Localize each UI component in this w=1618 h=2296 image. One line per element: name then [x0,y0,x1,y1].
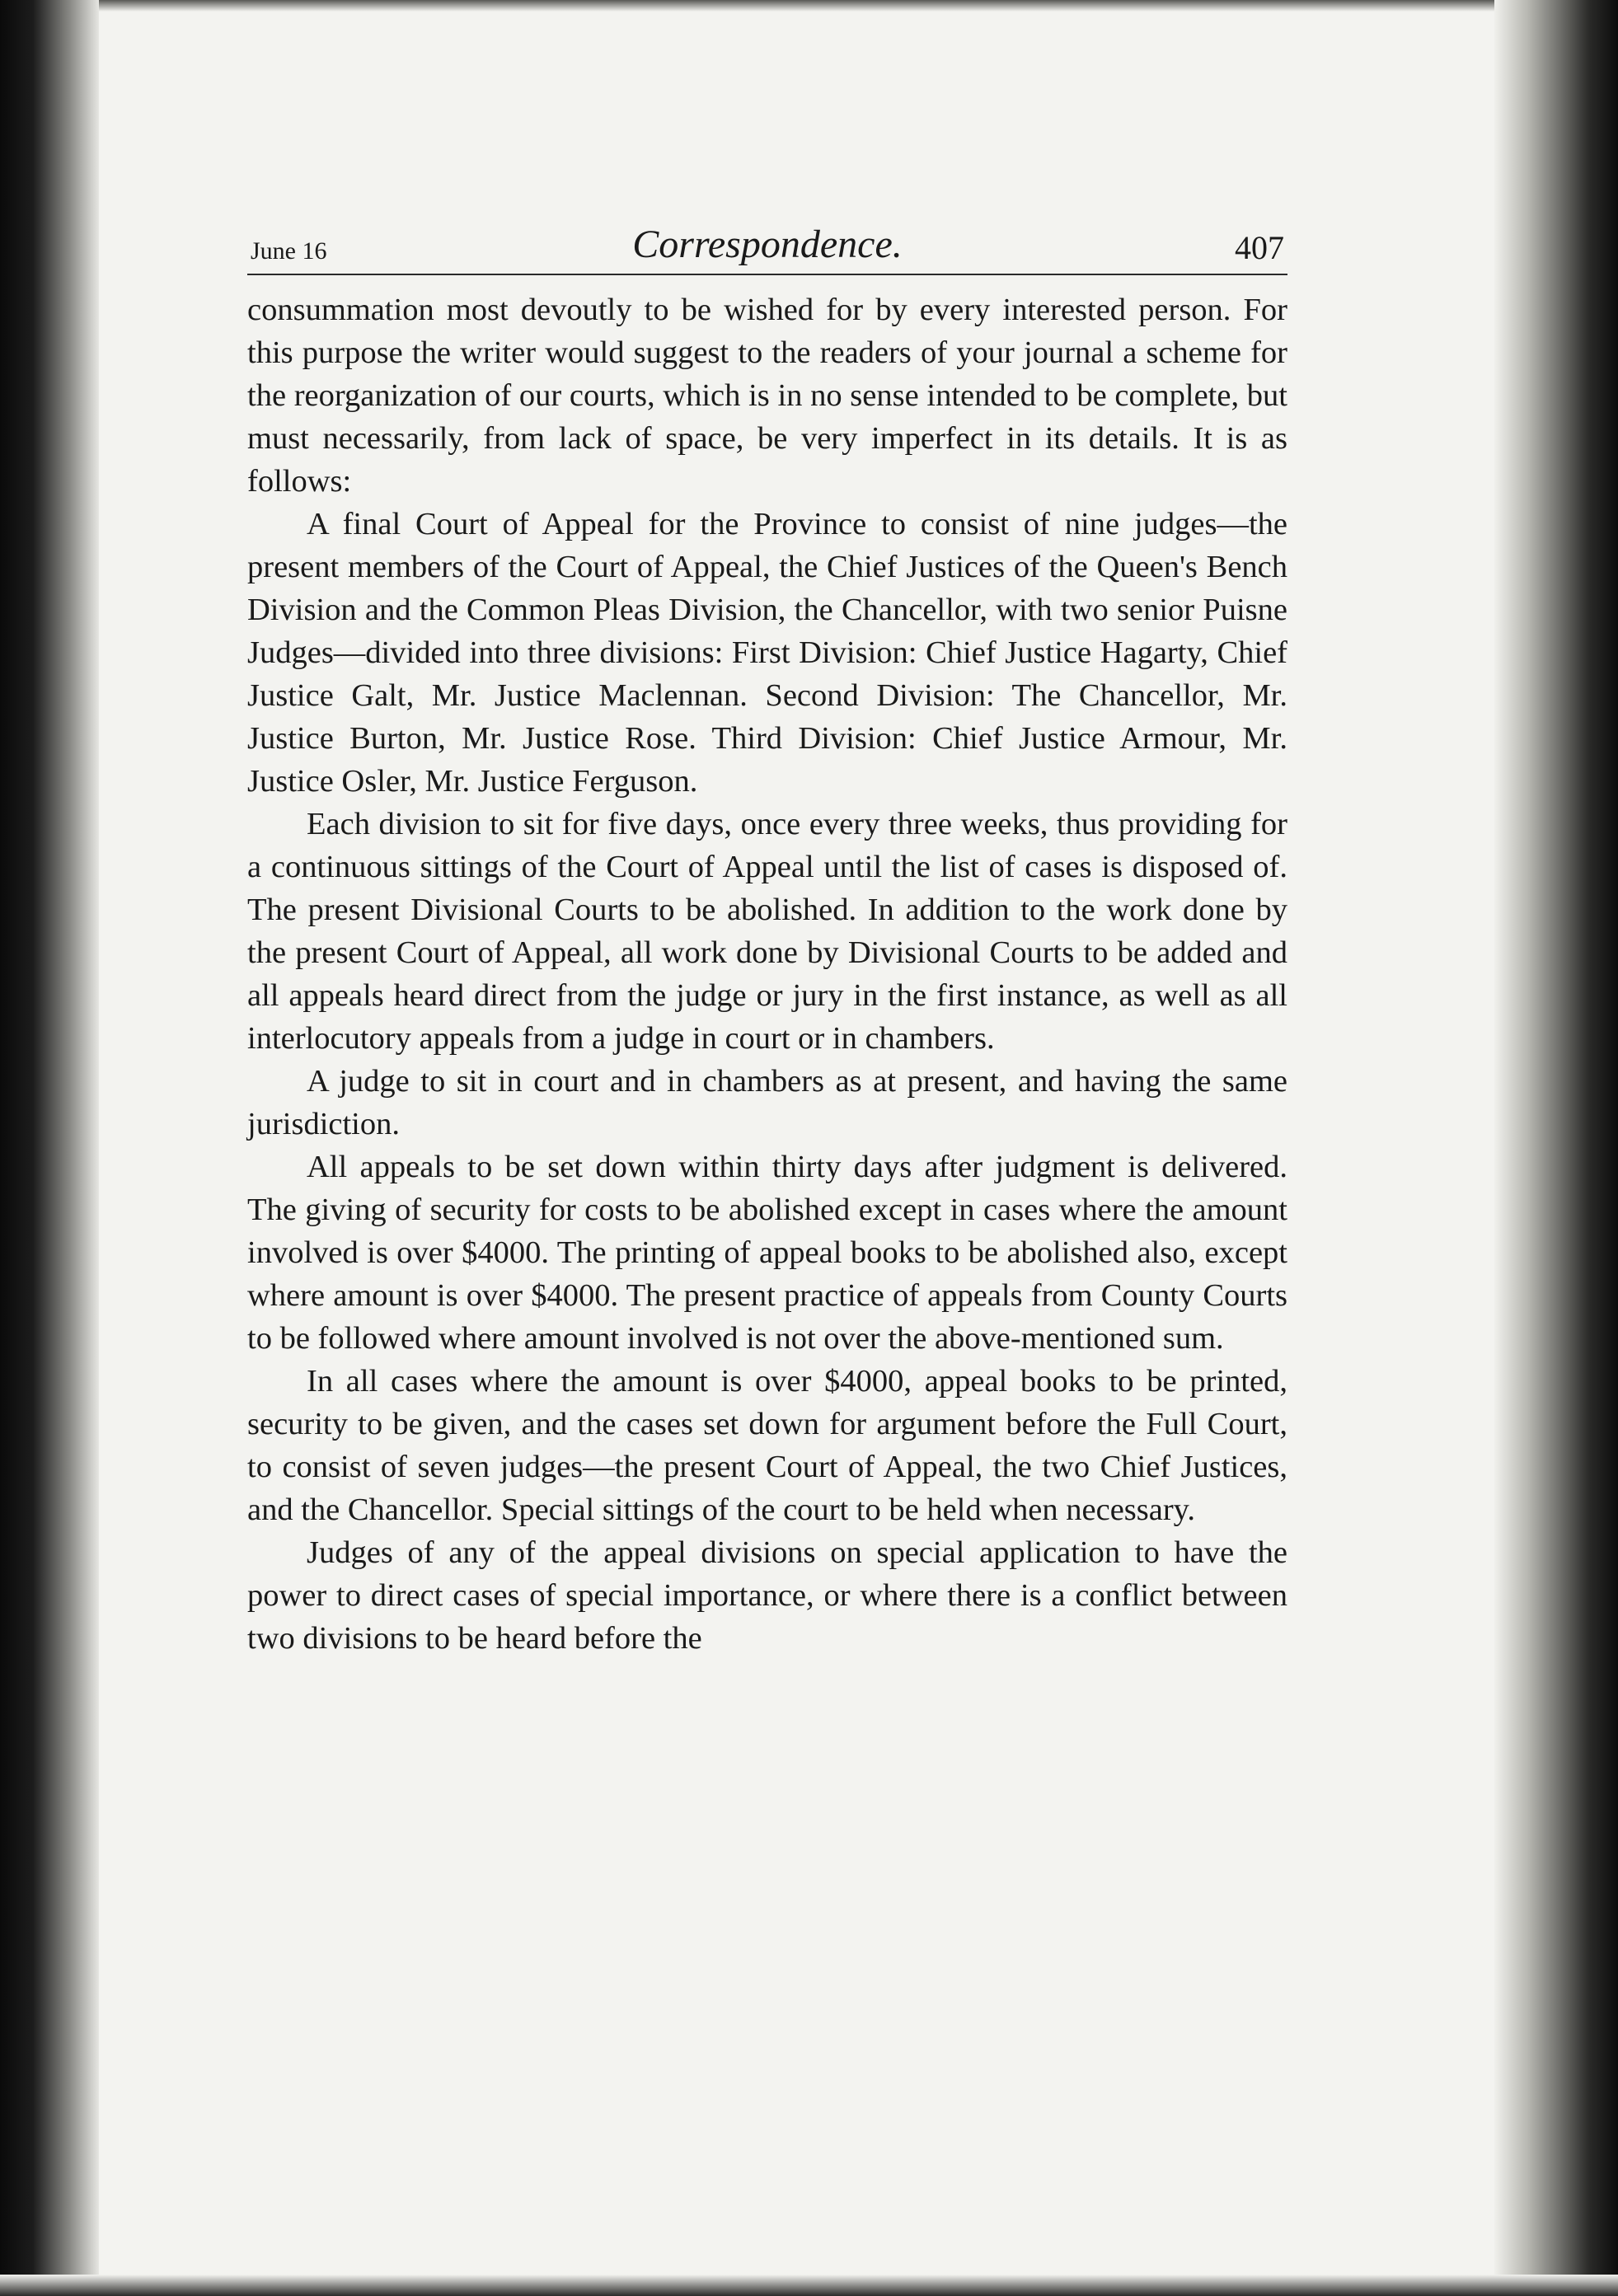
scan-edge-bottom [0,2275,1618,2296]
paragraph: All appeals to be set down within thirty days after judgment is delivered. The giving of security for costs to be abolished except in cases where the amount involved is over $4000. The printing of appeal books to be abolished also, except where amount is over $4000. The present practice of appeals from County Courts to be followed where amount involved is not over the above-mentioned sum. [247,1150,1287,1356]
paragraph: A final Court of Appeal for the Province to consist of nine judges—the present members of the Court of Appeal, the Chief Justices of the Queen's Bench Division and the Common Pleas Division, the Chancellor, with two senior Puisne Judges—divided into three divisions: First Division: Chief Justice Hagarty, Chief Justice Galt, Mr. Justice Maclennan. Second Division: The Chancellor, Mr. Justice Burton, Mr. Justice Rose. Third Division: Chief Justice Armour, Mr. Justice Osler, Mr. Justice Ferguson. [247,507,1287,799]
paragraph: Judges of any of the appeal divisions on special application to have the power to direct cases of special importance, or where there is a conflict between two divisions to be heard before the [247,1535,1287,1656]
paragraph: A judge to sit in court and in chambers as at present, and having the same jurisdiction. [247,1064,1287,1141]
paragraph-continuation: consummation most devoutly to be wished for by every interested person. For this purpose the writer would suggest to the readers of your journal a scheme for the reorganization of our courts, which is in no sense intended to be complete, but must necessarily, from lack of space, be very imperfect in its details. It is as follows: [247,293,1287,499]
scan-edge-right [1494,0,1618,2296]
running-head-date: June 16 [251,237,327,265]
running-head [247,223,1287,275]
body-text [247,288,1287,1660]
scan-edge-top [0,0,1618,12]
page-number: 407 [1235,229,1284,266]
scan-edge-left [0,0,99,2296]
book-page [247,223,1287,1660]
paragraph: In all cases where the amount is over $4000, appeal books to be printed, security to be given, and the cases set down for argument before the Full Court, to consist of seven judges—the present Court of Appeal, the two Chief Justices, and the Chancellor. Special sittings of the court to be held when necessary. [247,1364,1287,1527]
running-head-title: Correspondence. [632,223,903,266]
paragraph: Each division to sit for five days, once every three weeks, thus providing for a continuous sittings of the Court of Appeal until the list of cases is disposed of. The present Divisional Courts to be abolished. In addition to the work done by the present Court of Appeal, all work done by Divisional Courts to be added and all appeals heard direct from the judge or jury in the first instance, as well as all interlocutory appeals from a judge in court or in chambers. [247,807,1287,1056]
